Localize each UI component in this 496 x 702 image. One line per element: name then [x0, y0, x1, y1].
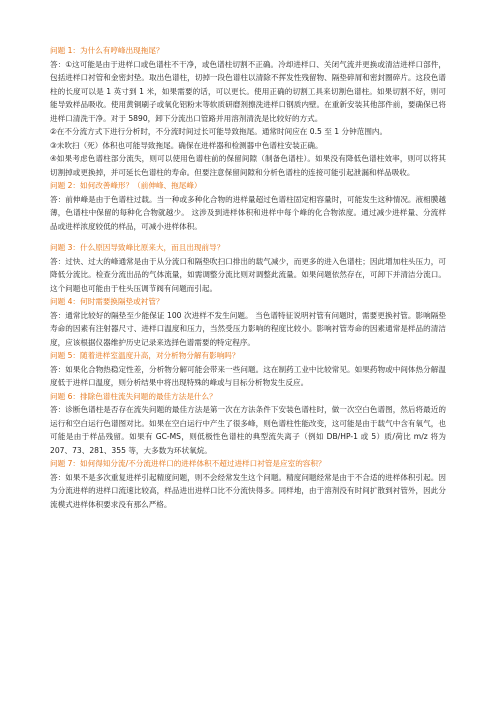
question-heading-7: 问题 7：如何得知分流/不分流进样口的进样体积不超过进样口衬管是应室的容积？: [50, 459, 326, 468]
question-heading-6: 问题 6：排除色谱柱流失问题的最佳方法是什么？: [50, 391, 217, 401]
qa-block-5: [50, 349, 446, 390]
answer-paragraph-4: 答：通常比较好的隔垫至少能保证 100 次进样不发生问题。 当色谱特征说明衬管有问题时，需要更换衬管。影响隔垫寿命的因素有注射器尺寸、进样口温度和压力，当然受压力影响的程度比较小。影响衬管寿命的因素通常是样品的清洁度，应该根据仪器维护历史记录来选择色谱需要的特定程序。: [50, 310, 446, 347]
qa-block-6: [50, 390, 446, 458]
qa-block-1: [50, 44, 446, 179]
qa-block-4: [50, 295, 446, 349]
qa-block-3: [50, 241, 446, 295]
question-heading-2: 问题 2：如何改善峰形？（前伸峰、拖尾峰）: [50, 181, 202, 190]
question-heading-3: 问题 3：什么原因导致峰比原来大，而且出现前导？: [50, 243, 225, 252]
section-spacer: [50, 233, 446, 241]
qa-block-2: [50, 179, 446, 233]
answer-paragraph-6: 答：诊断色谱柱是否存在流失问题的最佳方法是第一次在方法条件下安装色谱柱时，做一次空白色谱图，然后将最近的运行和空白运行色谱图对比。如果在空白运行中产生了很多峰，则色谱柱性能改变，这可能是由于载气中含有氧气，也可能是由于样品残留。如果有 GC-MS，则低极性色谱柱的典型流失离子（例如 DB/HP-1 或 5）质/荷比 m/z 将为 207、73、281、355 等，大多数为环状氧烷。: [50, 405, 446, 455]
answer-paragraph-1: 答：①这可能是由于进样口或色谱柱不干净，或色谱柱切割不正确。冷却进样口、关闭气流并更换或清洁进样口部件，包括进样口衬管和金密封垫。取出色谱柱，切掉一段色谱柱以清除不挥发性残留物、隔垫碎屑和密封圈碎片。这段色谱柱的长度可以是 1 英寸到 1 米，如果需要的话，可以更长。使用正确的切割工具来切割色谱柱。如果切割不好，则可能导致样品吸收。使用黄铜刷子或氧化铝粉末等软质研磨剂擦洗进样口钢质内壁。在重新安装其他部件前，要确保已将进样口清洗干净。对于 5890，卸下分流出口管路并用溶剂清洗是比较好的方式。 ②在不分流方式下进行分析时，不分流时间过长可能导致拖尾。通常时间应在 0.5 至 1 分钟范围内。 ③未吹扫（死）体积也可能导致拖尾。确保在进样器和检测器中色谱柱安装正确。 ④如果考虑色谱柱部分流失，则可以使用色谱柱前的保留间隙（制备色谱柱）。如果没有降低色谱柱效率，则可以将其切割掉或更换掉，并可延长色谱柱的寿命。但要注意保留间隙和分析色谱柱的连接可能引起泄漏和样品吸收。: [50, 59, 446, 177]
qa-block-7: [50, 457, 446, 511]
question-heading-1: 问题 1：为什么有哼峰出现拖尾？: [50, 46, 164, 55]
answer-paragraph-5: 答：如果化合物热稳定性差，分析物分解可能会带来一些问题。这在制药工业中比较常见。如果药物或中间体热分解温度低于进样口温度，则分析结果中将出现特殊的峰或与目标分析物发生反应。: [50, 364, 446, 387]
question-heading-5: 问题 5：随着进样室温度升高，对分析物分解有影响吗？: [50, 351, 240, 360]
answer-paragraph-7: 答：如果不是多次重复进样引起精度问题，则不会经常发生这个问题。精度问题经常是由于不合适的进样体积引起。因为分流进样的进样口流速比较高，样品进出进样口比不分流快得多。同样地，由于溶剂没有时间扩散到衬管外，因此分流模式进样体积要求没有那么严格。: [50, 472, 446, 509]
answer-paragraph-3: 答：过快、过大的峰通常是由于从分流口和隔垫吹扫口排出的载气减少，而更多的进入色谱柱；因此增加柱头压力，可降低分流比。检查分流出品的气体流量，如需调整分流比则对调整此流量。如果问题依然存在，可卸下并清洁分流口。这个问题也可能由于柱头压调节阀有问题而引起。: [50, 256, 446, 293]
question-heading-4: 问题 4：何时需要换隔垫或衬管？: [50, 297, 164, 306]
answer-paragraph-2: 答：前伸峰是由于色谱柱过载。当一种或多种化合物的进样量超过色谱柱固定相容量时，可能发生这种情况。液相膜越薄，色谱柱中保留的每种化合物就越少。 这涉及到进样体积和进样中每个峰的化合物浓度。通过减少进样量、分流样品或进样浓度较低的样品，可减小进样体积。: [50, 194, 446, 231]
